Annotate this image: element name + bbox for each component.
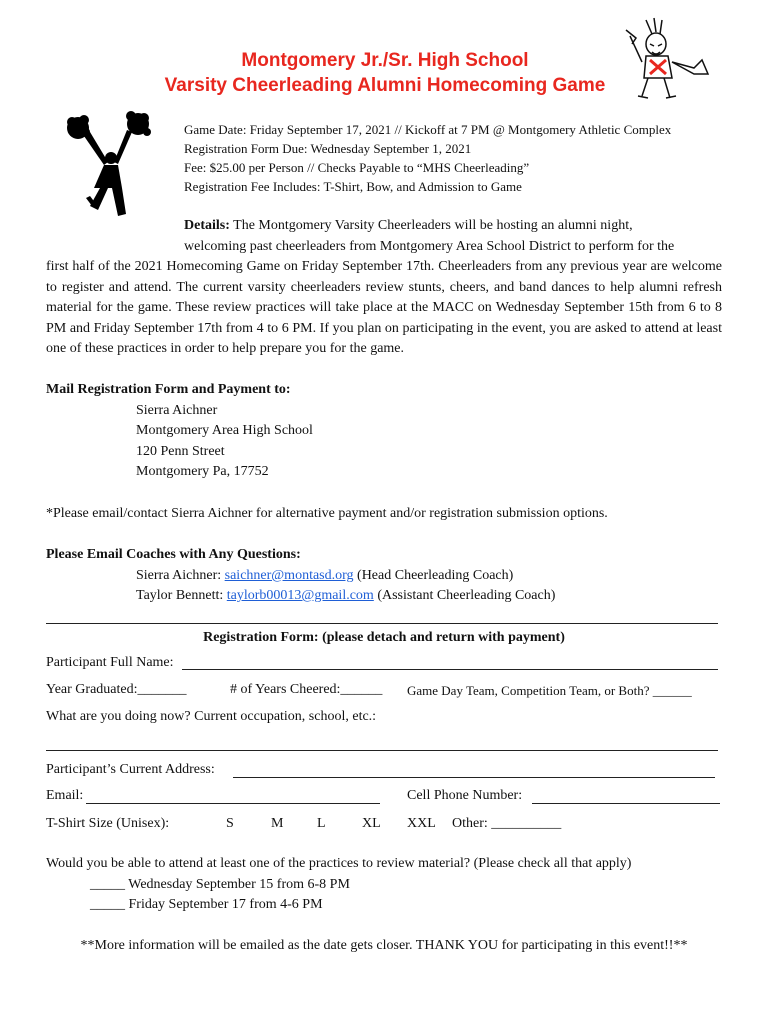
mail-org: Montgomery Area High School [136, 423, 313, 438]
cell-phone-field[interactable] [532, 803, 720, 804]
detach-line [46, 623, 718, 624]
address-label: Participant’s Current Address: [46, 762, 215, 777]
mail-name: Sierra Aichner [136, 402, 218, 418]
details-label: Details: [184, 218, 230, 233]
size-l-option[interactable]: L [317, 816, 326, 831]
year-graduated-field[interactable]: Year Graduated:_______ [46, 682, 187, 697]
practice-friday-checkbox[interactable]: _____ Friday September 17 from 4-6 PM [90, 897, 323, 912]
cell-phone-label: Cell Phone Number: [407, 788, 523, 803]
current-occupation-field[interactable] [46, 750, 718, 751]
details-second-line: welcoming past cheerleaders from Montgomery Area School District to perform for the [184, 238, 675, 254]
full-name-field[interactable] [182, 669, 718, 670]
size-xxl-option[interactable]: XXL [407, 816, 436, 831]
contact-1-role: (Head Cheerleading Coach) [353, 567, 514, 583]
form-heading: Registration Form: (please detach and return with payment) [203, 630, 565, 645]
size-s-option[interactable]: S [226, 816, 234, 831]
contact-2-email-link[interactable]: taylorb00013@gmail.com [226, 588, 374, 603]
size-xl-option[interactable]: XL [362, 816, 381, 831]
details-body: first half of the 2021 Homecoming Game on Friday September 17th. Cheerleaders from any previous year are welcome to register and attend. The current varsity cheerleaders review stunts, cheers, and band dances to help alumni refresh material for the game. These review practices will take place at the MACC on Wednesday September 15th from 6 to 8 PM and Friday September 17th from 4 to 6 PM. If you plan on participating in the event, you are asked to attend at least one of these practices in order to help prepare you for the game. [46, 259, 722, 356]
practice-question: Would you be able to attend at least one of the practices to review material? (Please check all that apply) [46, 856, 632, 871]
title-line-2: Varsity Cheerleading Alumni Homecoming Game [164, 75, 606, 96]
mail-address [46, 401, 313, 483]
size-m-option[interactable]: M [271, 816, 284, 831]
contact-1 [46, 566, 555, 587]
size-other-field[interactable]: Other: __________ [452, 816, 562, 831]
details-first-line: The Montgomery Varsity Cheerleaders will be hosting an alumni night, [229, 218, 633, 233]
email-field[interactable] [86, 803, 380, 804]
info-due-date: Registration Form Due: Wednesday September 1, 2021 [184, 141, 472, 156]
info-fee: Fee: $25.00 per Person // Checks Payable to “MHS Cheerleading” [184, 160, 530, 175]
contact-2-role: (Assistant Cheerleading Coach) [373, 588, 556, 603]
details-paragraph [46, 216, 722, 360]
event-info [184, 120, 671, 196]
mail-section [46, 380, 313, 483]
full-name-label: Participant Full Name: [46, 655, 174, 670]
contact-1-name: Sierra Aichner: [136, 567, 225, 583]
contacts-heading: Please Email Coaches with Any Questions: [46, 547, 301, 562]
info-includes: Registration Fee Includes: T-Shirt, Bow, and Admission to Game [184, 179, 522, 194]
contacts-section [46, 545, 555, 607]
practice-wednesday-checkbox[interactable]: _____ Wednesday September 15 from 6-8 PM [90, 877, 350, 892]
contact-2 [46, 586, 555, 607]
current-occupation-label: What are you doing now? Current occupation, school, etc.: [46, 709, 377, 724]
mail-street: 120 Penn Street [136, 443, 225, 459]
cheerleader-silhouette-icon [64, 110, 154, 220]
page-title [125, 48, 645, 98]
payment-note: *Please email/contact Sierra Aichner for alternative payment and/or registration submission options. [46, 506, 608, 521]
mail-heading: Mail Registration Form and Payment to: [46, 382, 291, 397]
email-label: Email: [46, 788, 84, 803]
footer-note: **More information will be emailed as the date gets closer. THANK YOU for participating in this event!!** [80, 938, 688, 953]
shirt-size-label: T-Shirt Size (Unisex): [46, 816, 170, 831]
contact-2-name: Taylor Bennett: [136, 588, 227, 603]
contact-1-email-link[interactable]: saichner@montasd.org [224, 567, 354, 583]
title-line-1: Montgomery Jr./Sr. High School [241, 50, 529, 71]
address-field[interactable] [233, 777, 715, 778]
info-game-date: Game Date: Friday September 17, 2021 // Kickoff at 7 PM @ Montgomery Athletic Complex [184, 122, 672, 137]
mail-city: Montgomery Pa, 17752 [136, 464, 269, 479]
years-cheered-field[interactable]: # of Years Cheered:______ [230, 682, 383, 697]
team-question-field[interactable]: Game Day Team, Competition Team, or Both? ______ [407, 683, 692, 698]
